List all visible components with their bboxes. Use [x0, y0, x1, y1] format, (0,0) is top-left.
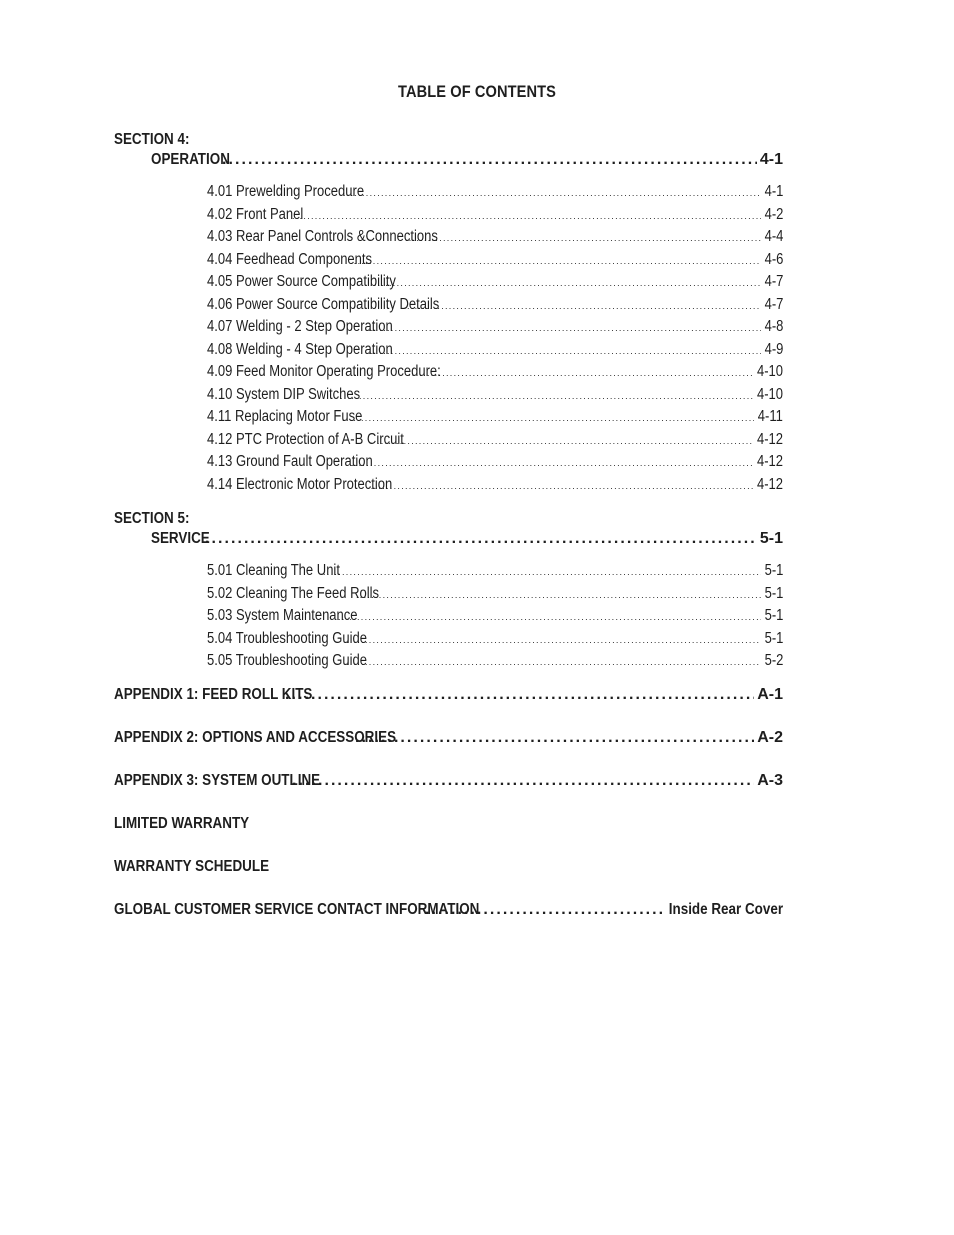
toc-subentry[interactable] — [207, 385, 783, 405]
toc-subentry-page: 4-4 — [764, 228, 783, 245]
toc-entry-page: A-2 — [757, 729, 783, 746]
dot-leader — [285, 685, 754, 705]
dot-leader — [351, 453, 753, 473]
toc-subentry-label: 4.01 Prewelding Procedure — [207, 183, 365, 200]
toc-subentry-label: 4.09 Feed Monitor Operating Procedure: — [207, 363, 441, 380]
toc-subentry-label: 5.02 Cleaning The Feed Rolls — [207, 584, 380, 602]
toc-subentry[interactable] — [207, 452, 783, 472]
toc-entry-service[interactable] — [151, 529, 783, 549]
toc-entry-appendix-3[interactable] — [114, 771, 783, 791]
toc-subentry[interactable] — [207, 584, 783, 604]
toc-entry-page: 5-1 — [759, 530, 783, 547]
dot-leader — [408, 363, 753, 383]
toc-subentry-page: 4-2 — [764, 205, 783, 223]
toc-subentry-label: 5.03 System Maintenance — [207, 607, 358, 624]
toc-entry-label: APPENDIX 3: SYSTEM OUTLINE — [114, 772, 321, 789]
toc-subentry-label: 4.03 Rear Panel Controls &Connections — [207, 228, 438, 245]
toc-entry-label: GLOBAL CUSTOMER SERVICE CONTACT INFORMATION — [114, 901, 480, 918]
toc-subentry-page: 4-7 — [764, 295, 783, 313]
dot-leader — [292, 206, 761, 226]
dot-leader — [356, 585, 761, 605]
toc-entry-page: 4-1 — [759, 151, 783, 168]
dot-leader — [355, 728, 754, 748]
dot-leader — [343, 183, 761, 203]
toc-entry-label: APPENDIX 1: FEED ROLL KITS — [114, 686, 313, 703]
toc-entry-label: OPERATION — [151, 151, 230, 168]
dot-leader — [342, 408, 754, 428]
toc-entry-limited-warranty[interactable]: LIMITED WARRANTY — [114, 815, 250, 832]
toc-entry-page: Inside Rear Cover — [668, 901, 783, 918]
toc-subentry-page: 4-6 — [764, 250, 783, 268]
toc-entry-global-contact[interactable] — [114, 900, 783, 920]
toc-entry-warranty-schedule[interactable]: WARRANTY SCHEDULE — [114, 858, 270, 875]
toc-subentry-page: 4-12 — [756, 475, 783, 493]
dot-leader — [405, 228, 761, 248]
toc-subentry-label: 5.04 Troubleshooting Guide — [207, 629, 367, 647]
toc-subentry-page: 4-10 — [756, 363, 783, 380]
toc-entry-label: APPENDIX 2: OPTIONS AND ACCESSORIES — [114, 729, 397, 746]
toc-subentry-page: 4-9 — [764, 340, 783, 358]
dot-leader — [370, 273, 761, 293]
toc-subentry[interactable] — [207, 561, 783, 581]
toc-subentry-label: 4.14 Electronic Motor Protection — [207, 475, 393, 493]
section-5-heading: SECTION 5: — [114, 510, 190, 527]
toc-subentry[interactable] — [207, 430, 783, 450]
toc-subentry-page: 4-1 — [764, 183, 783, 200]
toc-subentry-page: 5-1 — [764, 607, 783, 624]
toc-subentry-page: 4-7 — [764, 273, 783, 290]
toc-subentry-label: 4.05 Power Source Compatibility — [207, 273, 396, 290]
toc-subentry-page: 4-8 — [764, 318, 783, 335]
dot-leader — [407, 296, 761, 316]
dot-leader — [205, 529, 757, 549]
page-title: TABLE OF CONTENTS — [398, 82, 556, 101]
toc-subentry[interactable] — [207, 362, 783, 382]
toc-entry-appendix-1[interactable] — [114, 685, 783, 705]
toc-subentry[interactable] — [207, 317, 783, 337]
toc-subentry[interactable] — [207, 651, 783, 671]
dot-leader — [367, 476, 753, 496]
toc-subentry[interactable] — [207, 205, 783, 225]
dot-leader — [292, 771, 754, 791]
toc-subentry[interactable] — [207, 227, 783, 247]
toc-subentry-label: 4.13 Ground Fault Operation — [207, 453, 373, 470]
dot-leader — [350, 251, 761, 271]
toc-entry-operation[interactable] — [151, 150, 783, 170]
toc-entry-page: A-1 — [757, 686, 783, 703]
toc-subentry-page: 5-2 — [764, 652, 783, 669]
toc-subentry-page: 4-11 — [757, 408, 783, 425]
toc-subentry-page: 5-1 — [764, 562, 783, 579]
dot-leader — [340, 386, 753, 406]
toc-entry-page: A-3 — [757, 772, 783, 789]
toc-subentry-label: 4.10 System DIP Switches — [207, 385, 361, 403]
toc-subentry[interactable] — [207, 295, 783, 315]
toc-entry-appendix-2[interactable] — [114, 728, 783, 748]
toc-subentry[interactable] — [207, 475, 783, 495]
toc-subentry[interactable] — [207, 250, 783, 270]
toc-subentry-label: 4.07 Welding - 2 Step Operation — [207, 318, 393, 335]
toc-subentry-page: 4-10 — [756, 385, 783, 403]
dot-leader — [368, 341, 761, 361]
toc-subentry-label: 5.05 Troubleshooting Guide — [207, 652, 367, 669]
dot-leader — [323, 562, 761, 582]
toc-subentry-label: 4.06 Power Source Compatibility Details — [207, 295, 440, 313]
section-4-heading: SECTION 4: — [114, 131, 190, 148]
toc-subentry-page: 5-1 — [764, 629, 783, 647]
toc-entry-label: SERVICE — [151, 530, 210, 547]
toc-subentry-label: 4.12 PTC Protection of A-B Circuit — [207, 430, 404, 448]
dot-leader — [346, 652, 761, 672]
toc-subentry-page: 4-12 — [756, 453, 783, 470]
dot-leader — [346, 630, 761, 650]
toc-subentry[interactable] — [207, 272, 783, 292]
toc-subentry-label: 4.11 Replacing Motor Fuse — [207, 408, 363, 425]
toc-subentry-page: 5-1 — [764, 584, 783, 602]
toc-subentry-label: 4.08 Welding - 4 Step Operation — [207, 340, 393, 358]
toc-subentry-label: 4.02 Front Panel — [207, 205, 304, 223]
dot-leader — [377, 431, 753, 451]
toc-subentry[interactable] — [207, 182, 783, 202]
toc-subentry-page: 4-12 — [756, 430, 783, 448]
toc-subentry-label: 5.01 Cleaning The Unit — [207, 562, 340, 579]
dot-leader — [222, 150, 757, 170]
toc-subentry[interactable] — [207, 407, 783, 427]
toc-subentry[interactable] — [207, 606, 783, 626]
dot-leader — [338, 607, 761, 627]
toc-subentry-label: 4.04 Feedhead Components — [207, 250, 373, 268]
dot-leader — [368, 318, 761, 338]
toc-subentry[interactable] — [207, 340, 783, 360]
toc-subentry[interactable] — [207, 629, 783, 649]
